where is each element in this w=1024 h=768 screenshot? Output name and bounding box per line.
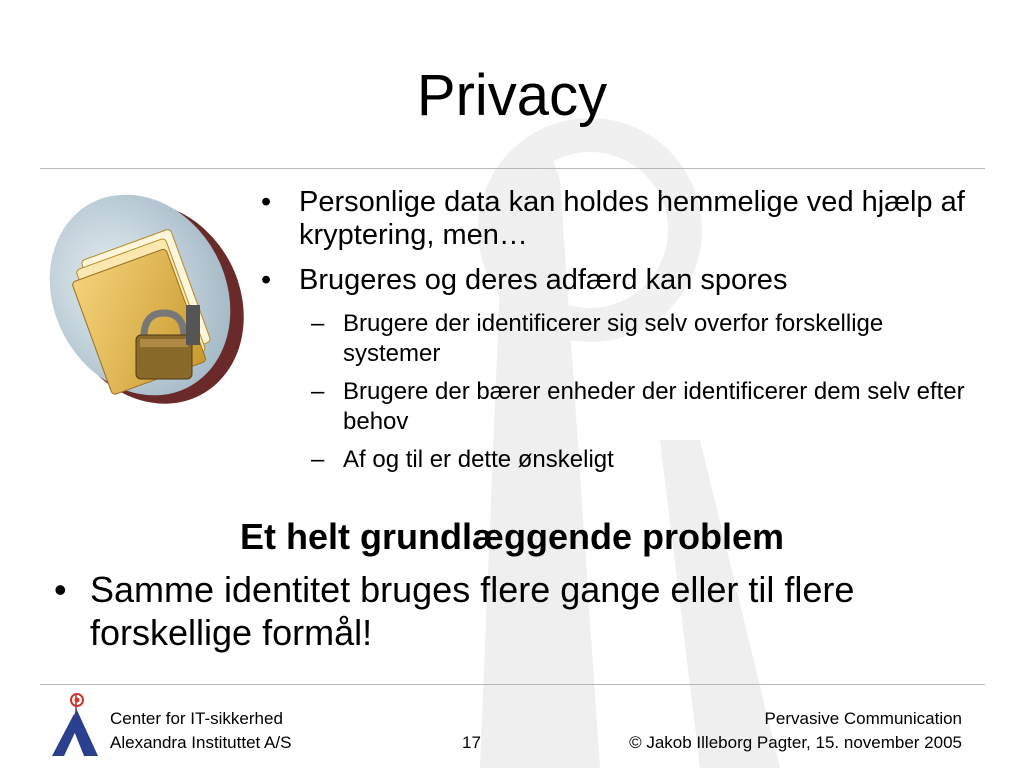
sub-bullet-text: Brugere der bærer enheder der identificerer dem selv efter behov: [343, 378, 965, 435]
bullet-marker: •: [261, 186, 272, 218]
footer-copyright: © Jakob Illeborg Pagter, 15. november 2005: [629, 733, 962, 752]
slide-title: Privacy: [416, 63, 608, 128]
footer-course-info: [629, 707, 962, 755]
footer-org-line2: Alexandra Instituttet A/S: [110, 733, 292, 752]
page-number: 17: [462, 733, 481, 752]
sub-bullet-item: [255, 445, 975, 475]
main-bullet: [52, 568, 982, 654]
footer-org-line1: Center for IT-sikkerhed: [110, 709, 283, 728]
footer-course: Pervasive Communication: [764, 709, 962, 728]
folder-with-padlock-image: [40, 185, 245, 410]
bullet-item: [255, 186, 975, 252]
footer-organization: [110, 707, 291, 755]
main-bullet-text: Samme identitet bruges flere gange eller til flere forskellige formål!: [90, 569, 855, 653]
bullet-list: [255, 186, 975, 483]
bullet-text: Brugeres og deres adfærd kan spores: [299, 264, 788, 296]
footer-divider: [40, 684, 985, 685]
dash-marker: –: [311, 446, 325, 473]
sub-bullet-item: [255, 377, 975, 437]
bullet-marker: •: [54, 569, 67, 610]
subheading: Et helt grundlæggende problem: [239, 516, 784, 557]
bullet-text: Personlige data kan holdes hemmelige ved hjælp af kryptering, men…: [299, 186, 965, 251]
title-divider: [40, 168, 985, 169]
sub-bullet-text: Af og til er dette ønskeligt: [343, 446, 614, 473]
sub-bullet-text: Brugere der identificerer sig selv overfor forskellige systemer: [343, 310, 884, 367]
dash-marker: –: [311, 310, 325, 337]
bullet-marker: •: [261, 264, 272, 296]
alexandra-institute-logo: [50, 690, 102, 758]
bullet-item: [255, 264, 975, 297]
sub-bullet-item: [255, 309, 975, 369]
dash-marker: –: [311, 378, 325, 405]
